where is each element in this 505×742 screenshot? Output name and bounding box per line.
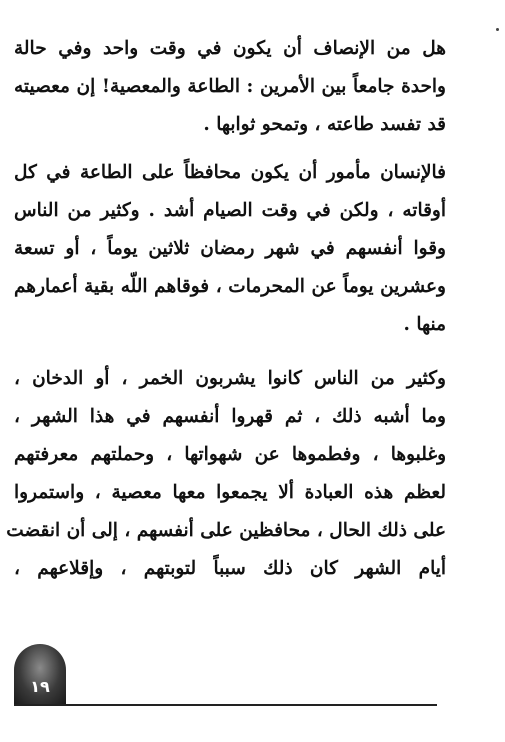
page-number-badge [14,644,66,704]
text-line: وقوا أنفسهم في شهر رمضان ثلاثين يوماً ، أو تسعة [14,238,446,259]
paragraph-1 [14,30,446,144]
footer-rule [14,704,437,706]
text-line: لعظم هذه العبادة ألا يجمعوا معها معصية ، واستمروا [14,482,446,503]
text-line: وعشرين يوماً عن المحرمات ، فوقاهم اللّه بقية أعمارهم [14,276,446,297]
margin-dot [496,28,499,31]
paragraph-3 [6,360,446,588]
text-line: فالإنسان مأمور أن يكون محافظاً على الطاعة في كل [14,162,446,183]
text-line: منها . [403,314,446,335]
text-line: أوقاته ، ولكن في وقت الصيام أشد . وكثير من الناس [14,200,446,221]
text-line: على ذلك الحال ، محافظين على أنفسهم ، إلى أن انقضت [6,520,446,541]
text-line: وما أشبه ذلك ، ثم قهروا أنفسهم في هذا الشهر ، [14,406,446,427]
text-line: هل من الإنصاف أن يكون في وقت واحد وفي حالة [14,38,446,59]
text-line: أيام الشهر كان ذلك سبباً لتوبتهم ، وإقلاعهم ، [14,558,446,579]
text-line: واحدة جامعاً بين الأمرين : الطاعة والمعصية! إن معصيته [14,76,446,97]
text-line: قد تفسد طاعته ، وتمحو ثوابها . [203,114,446,135]
text-line: وكثير من الناس كانوا يشربون الخمر ، أو الدخان ، [14,368,446,389]
paragraph-2 [14,154,446,344]
text-line: وغلبوها ، وفطموها عن شهواتها ، وحملتهم معرفتهم [14,444,446,465]
page-body [6,30,446,588]
page-number: ١٩ [30,677,50,696]
